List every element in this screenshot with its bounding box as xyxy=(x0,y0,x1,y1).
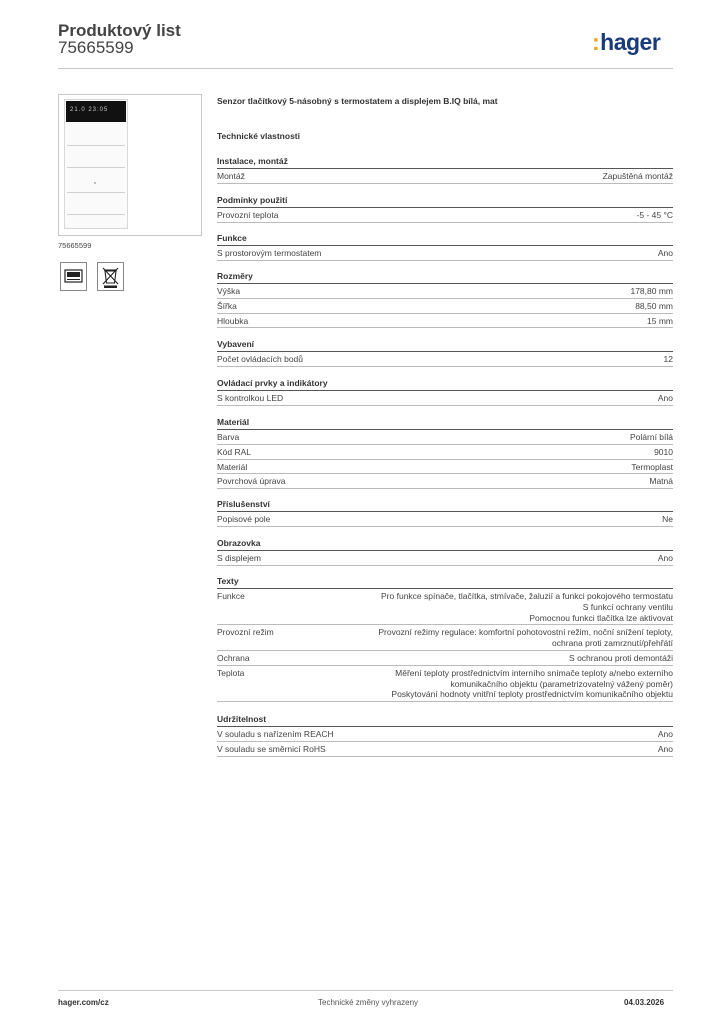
spec-row xyxy=(217,208,673,223)
spec-row xyxy=(217,391,673,406)
spec-section-obrazovka xyxy=(217,538,673,566)
spec-value: Polární bílá xyxy=(630,432,673,442)
spec-section-prislusenstvi xyxy=(217,499,673,527)
button-separator xyxy=(67,167,125,168)
section-title: Ovládací prvky a indikátory xyxy=(217,378,673,391)
spec-value: Ano xyxy=(657,743,673,754)
spec-value xyxy=(391,668,673,700)
spec-value: Termoplast xyxy=(631,461,673,472)
spec-value: Ano xyxy=(657,553,673,563)
spec-section-vybaveni xyxy=(217,339,673,367)
spec-section-texty xyxy=(217,576,673,702)
spec-value: -5 - 45 °C xyxy=(636,210,673,220)
page-title: Produktový list xyxy=(58,21,181,40)
technical-properties-title: Technické vlastnosti xyxy=(217,131,300,141)
spec-value: 178,80 mm xyxy=(630,286,673,296)
spec-row xyxy=(217,430,673,445)
spec-label: Šířka xyxy=(217,300,237,311)
section-title: Materiál xyxy=(217,417,673,430)
spec-row xyxy=(217,666,673,702)
spec-label: V souladu se směrnicí RoHS xyxy=(217,743,326,754)
product-image xyxy=(58,94,202,236)
spec-label: Provozní teplota xyxy=(217,210,279,220)
spec-value: Ne xyxy=(662,514,673,524)
spec-value-line: S ochranou proti demontáži xyxy=(569,652,673,663)
spec-value xyxy=(381,591,673,623)
spec-label: Materiál xyxy=(217,461,248,472)
hager-logo[interactable] xyxy=(592,29,660,55)
image-caption: 75665599 xyxy=(58,241,92,250)
spec-row xyxy=(217,589,673,625)
section-title: Podmínky použití xyxy=(217,195,673,208)
spec-row xyxy=(217,445,673,460)
logo-text: hager xyxy=(600,29,661,55)
product-name: Senzor tlačítkový 5-násobný s termostatem a displejem B.IQ bílá, mat xyxy=(217,96,498,106)
section-title: Příslušenství xyxy=(217,499,673,512)
spec-section-podminky xyxy=(217,195,673,223)
spec-value: Ano xyxy=(657,248,673,258)
spec-value: Ano xyxy=(657,393,673,403)
button-separator xyxy=(67,192,125,193)
spec-label: Provozní režim xyxy=(217,627,274,638)
spec-label: S displejem xyxy=(217,553,261,563)
section-title: Vybavení xyxy=(217,339,673,352)
section-title: Udržitelnost xyxy=(217,714,673,727)
knx-certification-icon xyxy=(60,262,87,291)
spec-label: Funkce xyxy=(217,591,245,601)
spec-label: Popisové pole xyxy=(217,514,271,524)
footer-date: 04.03.2026 xyxy=(624,998,665,1007)
footer-divider xyxy=(58,990,673,991)
display-text: 21.0 23:05 xyxy=(70,107,109,113)
spec-value-line: komunikačního objektu (parametrizovatelný vážený poměr) xyxy=(450,678,673,689)
spec-label: S kontrolkou LED xyxy=(217,393,284,403)
section-title: Texty xyxy=(217,576,673,589)
spec-value: Ano xyxy=(657,729,673,739)
spec-row xyxy=(217,512,673,527)
spec-value-line: Provozní režimy regulace: komfortní pohotovostní režim, noční snížení teploty, xyxy=(378,627,673,638)
spec-row xyxy=(217,314,673,329)
spec-section-funkce xyxy=(217,233,673,261)
spec-value: 9010 xyxy=(654,446,673,457)
spec-row xyxy=(217,651,673,666)
button-separator xyxy=(67,214,125,215)
spec-section-montaz xyxy=(217,156,673,184)
spec-label: Výška xyxy=(217,286,241,296)
spec-row xyxy=(217,299,673,314)
spec-row xyxy=(217,246,673,261)
spec-value: Zapuštěná montáž xyxy=(602,171,673,181)
section-title: Instalace, montáž xyxy=(217,156,673,169)
footer-disclaimer: Technické změny vyhrazeny xyxy=(318,998,419,1007)
spec-value: 12 xyxy=(663,354,673,364)
spec-value: Matná xyxy=(649,476,673,487)
spec-label: Montáž xyxy=(217,171,245,181)
spec-row xyxy=(217,460,673,475)
spec-row xyxy=(217,169,673,184)
device-illustration xyxy=(64,99,128,229)
spec-label: Hloubka xyxy=(217,315,249,326)
device-display xyxy=(66,101,126,122)
spec-label: Teplota xyxy=(217,667,245,678)
spec-row xyxy=(217,742,673,757)
spec-value-line: S funkcí ochrany ventilu xyxy=(582,601,673,612)
spec-section-material xyxy=(217,417,673,489)
spec-row xyxy=(217,727,673,742)
weee-bin-icon xyxy=(97,262,124,291)
spec-section-ovladaci xyxy=(217,378,673,406)
spec-value-line: Pomocnou funkci tlačítka lze aktivovat xyxy=(529,612,673,623)
spec-label: Povrchová úprava xyxy=(217,476,286,487)
spec-label: S prostorovým termostatem xyxy=(217,248,322,258)
spec-row xyxy=(217,551,673,566)
spec-value-line: ochrana proti zamrznutí/přehřátí xyxy=(552,638,673,649)
spec-value-line: Poskytování hodnoty vnitřní teploty prostřednictvím komunikačního objektu xyxy=(391,689,673,700)
spec-value-line: Měření teploty prostřednictvím interního snímače teploty a/nebo externího xyxy=(395,667,673,678)
spec-value: 88,50 mm xyxy=(635,300,673,311)
spec-row xyxy=(217,284,673,299)
logo-colon: : xyxy=(592,29,600,55)
spec-label: Barva xyxy=(217,432,240,442)
spec-value xyxy=(569,653,673,664)
spec-section-rozmery xyxy=(217,271,673,328)
spec-row xyxy=(217,625,673,651)
header-divider xyxy=(58,68,673,69)
section-title: Rozměry xyxy=(217,271,673,284)
spec-label: V souladu s nařízením REACH xyxy=(217,729,334,739)
section-title: Funkce xyxy=(217,233,673,246)
spec-row xyxy=(217,474,673,489)
spec-label: Ochrana xyxy=(217,652,250,663)
led-dot xyxy=(94,182,96,184)
spec-section-udrzitelnost xyxy=(217,714,673,757)
footer-website-link[interactable]: hager.com/cz xyxy=(58,998,109,1007)
spec-value: 15 mm xyxy=(647,315,673,326)
button-separator xyxy=(67,145,125,146)
spec-value xyxy=(378,627,673,649)
section-title: Obrazovka xyxy=(217,538,673,551)
product-number: 75665599 xyxy=(58,38,134,57)
spec-label: Kód RAL xyxy=(217,446,252,457)
spec-row xyxy=(217,352,673,367)
spec-value-line: Pro funkce spínače, tlačítka, stmívače, žaluzií a funkci pokojového termostatu xyxy=(381,591,673,601)
spec-label: Počet ovládacích bodů xyxy=(217,354,304,364)
